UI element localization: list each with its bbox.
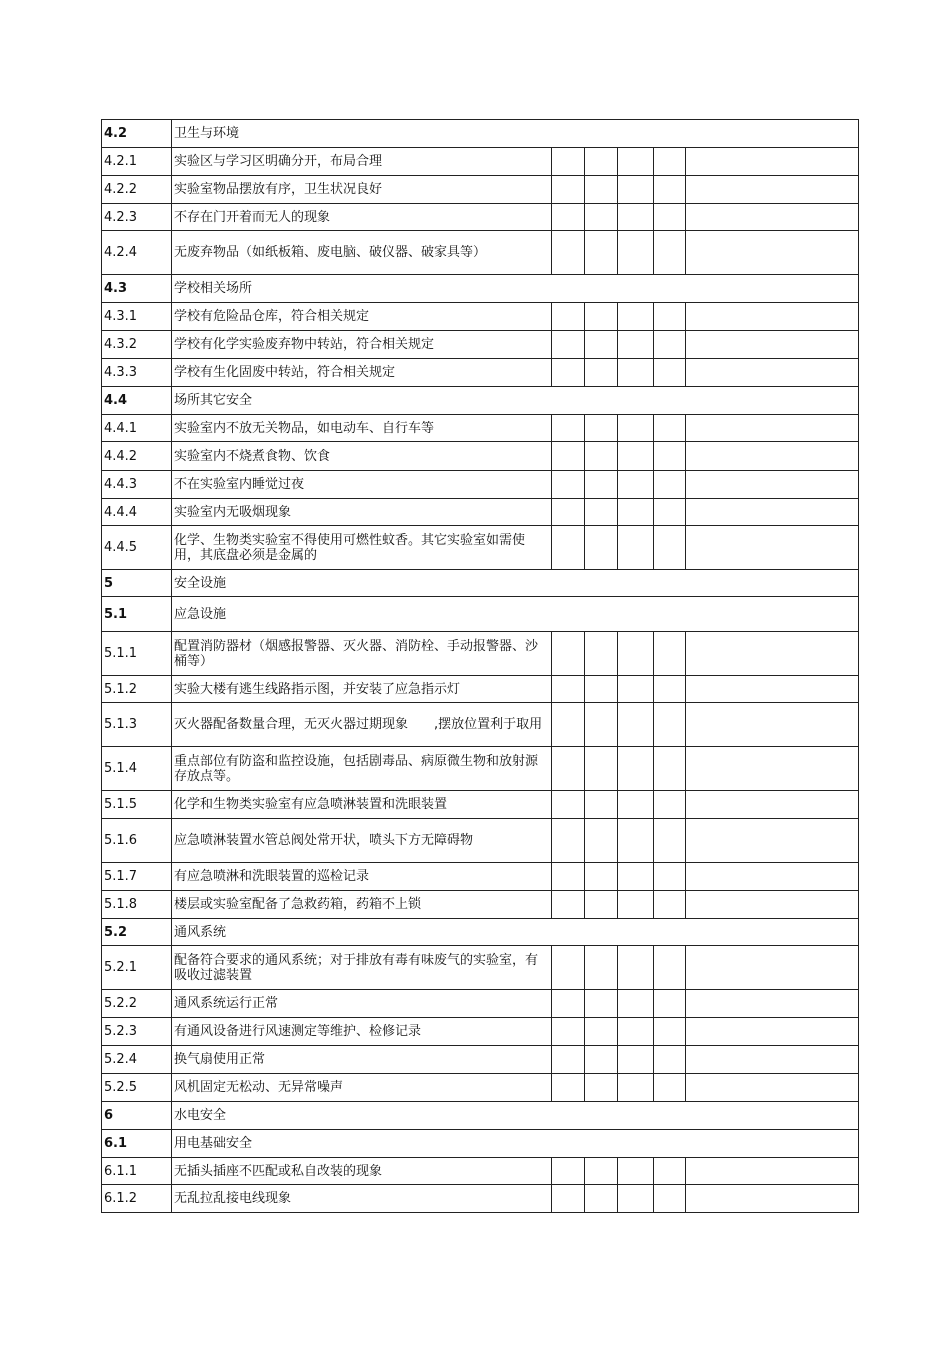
row-code: 5.2.3 [102, 1018, 172, 1046]
check-cell[interactable] [654, 331, 686, 359]
check-cell[interactable] [585, 1018, 618, 1046]
check-cell[interactable] [618, 1158, 654, 1185]
remarks-cell[interactable] [686, 791, 859, 819]
check-cell[interactable] [552, 442, 585, 471]
check-cell[interactable] [585, 526, 618, 570]
item-description: 通风系统运行正常 [172, 990, 552, 1018]
row-code: 5.1.5 [102, 791, 172, 819]
check-cell[interactable] [585, 499, 618, 526]
row-code: 4.3 [102, 275, 172, 303]
item-description: 学校有化学实验废弃物中转站，符合相关规定 [172, 331, 552, 359]
row-code: 5.1.2 [102, 676, 172, 703]
remarks-cell[interactable] [686, 231, 859, 275]
check-cell[interactable] [552, 415, 585, 442]
item-row [102, 632, 859, 676]
check-cell[interactable] [618, 891, 654, 919]
item-description: 风机固定无松动、无异常噪声 [172, 1074, 552, 1102]
check-cell[interactable] [618, 1018, 654, 1046]
item-row [102, 1046, 859, 1074]
check-cell[interactable] [585, 1185, 618, 1213]
item-row [102, 176, 859, 204]
check-cell[interactable] [552, 204, 585, 231]
row-code: 5.1.4 [102, 747, 172, 791]
check-cell[interactable] [552, 1074, 585, 1102]
row-code: 6.1.2 [102, 1185, 172, 1213]
section-row [102, 275, 859, 303]
row-code: 4.4.5 [102, 526, 172, 570]
remarks-cell[interactable] [686, 703, 859, 747]
row-code: 4.4.2 [102, 442, 172, 471]
check-cell[interactable] [552, 303, 585, 331]
check-cell[interactable] [618, 791, 654, 819]
inspection-checklist-table [101, 119, 859, 1213]
check-cell[interactable] [552, 148, 585, 176]
check-cell[interactable] [618, 415, 654, 442]
check-cell[interactable] [585, 1046, 618, 1074]
check-cell[interactable] [654, 1018, 686, 1046]
remarks-cell[interactable] [686, 176, 859, 204]
check-cell[interactable] [618, 331, 654, 359]
remarks-cell[interactable] [686, 863, 859, 891]
check-cell[interactable] [654, 1074, 686, 1102]
check-cell[interactable] [654, 676, 686, 703]
remarks-cell[interactable] [686, 442, 859, 471]
item-description: 换气扇使用正常 [172, 1046, 552, 1074]
check-cell[interactable] [618, 1074, 654, 1102]
check-cell[interactable] [585, 990, 618, 1018]
check-cell[interactable] [585, 891, 618, 919]
section-title: 安全设施 [172, 570, 859, 597]
item-row [102, 819, 859, 863]
item-row [102, 1074, 859, 1102]
check-cell[interactable] [618, 148, 654, 176]
checklist-body [102, 120, 859, 1213]
check-cell[interactable] [654, 415, 686, 442]
item-row [102, 471, 859, 499]
check-cell[interactable] [552, 946, 585, 990]
check-cell[interactable] [552, 863, 585, 891]
check-cell[interactable] [618, 1185, 654, 1213]
check-cell[interactable] [654, 176, 686, 204]
check-cell[interactable] [552, 747, 585, 791]
check-cell[interactable] [654, 946, 686, 990]
remarks-cell[interactable] [686, 990, 859, 1018]
remarks-cell[interactable] [686, 415, 859, 442]
row-code: 5.1.8 [102, 891, 172, 919]
check-cell[interactable] [618, 676, 654, 703]
remarks-cell[interactable] [686, 331, 859, 359]
check-cell[interactable] [654, 1046, 686, 1074]
check-cell[interactable] [585, 148, 618, 176]
check-cell[interactable] [654, 703, 686, 747]
remarks-cell[interactable] [686, 819, 859, 863]
item-description: 实验室物品摆放有序，卫生状况良好 [172, 176, 552, 204]
remarks-cell[interactable] [686, 891, 859, 919]
row-code: 5.2.2 [102, 990, 172, 1018]
check-cell[interactable] [585, 676, 618, 703]
row-code: 5.2.4 [102, 1046, 172, 1074]
check-cell[interactable] [585, 231, 618, 275]
row-code: 5.2.5 [102, 1074, 172, 1102]
check-cell[interactable] [618, 204, 654, 231]
item-description: 应急喷淋装置水管总阀处常开状，喷头下方无障碍物 [172, 819, 552, 863]
check-cell[interactable] [585, 1074, 618, 1102]
check-cell[interactable] [654, 359, 686, 387]
row-code: 4.2.1 [102, 148, 172, 176]
item-description: 无乱拉乱接电线现象 [172, 1185, 552, 1213]
section-title: 学校相关场所 [172, 275, 859, 303]
item-description: 有通风设备进行风速测定等维护、检修记录 [172, 1018, 552, 1046]
check-cell[interactable] [618, 632, 654, 676]
row-code: 4.4.3 [102, 471, 172, 499]
check-cell[interactable] [552, 819, 585, 863]
section-row [102, 1102, 859, 1130]
check-cell[interactable] [585, 632, 618, 676]
item-row [102, 148, 859, 176]
check-cell[interactable] [552, 1046, 585, 1074]
check-cell[interactable] [654, 442, 686, 471]
check-cell[interactable] [552, 891, 585, 919]
check-cell[interactable] [618, 303, 654, 331]
item-row [102, 791, 859, 819]
item-description: 灭火器配备数量合理，无灭火器过期现象 ,摆放位置利于取用 [172, 703, 552, 747]
row-code: 6 [102, 1102, 172, 1130]
row-code: 5.1.7 [102, 863, 172, 891]
item-row [102, 359, 859, 387]
item-row [102, 231, 859, 275]
row-code: 4.2.2 [102, 176, 172, 204]
item-row [102, 1018, 859, 1046]
check-cell[interactable] [552, 231, 585, 275]
row-code: 5.2 [102, 919, 172, 946]
remarks-cell[interactable] [686, 1018, 859, 1046]
row-code: 5.1.6 [102, 819, 172, 863]
check-cell[interactable] [552, 676, 585, 703]
check-cell[interactable] [654, 891, 686, 919]
check-cell[interactable] [552, 359, 585, 387]
check-cell[interactable] [618, 442, 654, 471]
check-cell[interactable] [552, 1018, 585, 1046]
remarks-cell[interactable] [686, 676, 859, 703]
check-cell[interactable] [654, 499, 686, 526]
row-code: 5.1 [102, 597, 172, 632]
remarks-cell[interactable] [686, 303, 859, 331]
item-description: 实验室内无吸烟现象 [172, 499, 552, 526]
row-code: 5.1.3 [102, 703, 172, 747]
check-cell[interactable] [585, 819, 618, 863]
item-description: 学校有危险品仓库，符合相关规定 [172, 303, 552, 331]
check-cell[interactable] [585, 442, 618, 471]
row-code: 4.2.4 [102, 231, 172, 275]
item-description: 化学、生物类实验室不得使用可燃性蚊香。其它实验室如需使用，其底盘必须是金属的 [172, 526, 552, 570]
check-cell[interactable] [585, 946, 618, 990]
check-cell[interactable] [618, 359, 654, 387]
check-cell[interactable] [585, 863, 618, 891]
check-cell[interactable] [552, 791, 585, 819]
check-cell[interactable] [654, 204, 686, 231]
check-cell[interactable] [585, 703, 618, 747]
check-cell[interactable] [585, 415, 618, 442]
item-row [102, 499, 859, 526]
check-cell[interactable] [552, 176, 585, 204]
check-cell[interactable] [654, 148, 686, 176]
remarks-cell[interactable] [686, 747, 859, 791]
item-description: 配备符合要求的通风系统；对于排放有毒有味废气的实验室，有吸收过滤装置 [172, 946, 552, 990]
check-cell[interactable] [654, 863, 686, 891]
item-description: 实验大楼有逃生线路指示图，并安装了应急指示灯 [172, 676, 552, 703]
row-code: 4.4 [102, 387, 172, 415]
item-row [102, 1185, 859, 1213]
remarks-cell[interactable] [686, 1046, 859, 1074]
row-code: 4.3.2 [102, 331, 172, 359]
section-title: 用电基础安全 [172, 1130, 859, 1158]
item-description: 实验室内不放无关物品，如电动车、自行车等 [172, 415, 552, 442]
section-row [102, 597, 859, 632]
check-cell[interactable] [654, 231, 686, 275]
remarks-cell[interactable] [686, 946, 859, 990]
check-cell[interactable] [585, 176, 618, 204]
check-cell[interactable] [654, 471, 686, 499]
check-cell[interactable] [618, 703, 654, 747]
item-description: 有应急喷淋和洗眼装置的巡检记录 [172, 863, 552, 891]
item-description: 实验区与学习区明确分开，布局合理 [172, 148, 552, 176]
remarks-cell[interactable] [686, 471, 859, 499]
check-cell[interactable] [654, 632, 686, 676]
section-row [102, 570, 859, 597]
item-description: 重点部位有防盗和监控设施，包括剧毒品、病原微生物和放射源存放点等。 [172, 747, 552, 791]
check-cell[interactable] [552, 703, 585, 747]
check-cell[interactable] [585, 1158, 618, 1185]
check-cell[interactable] [618, 231, 654, 275]
row-code: 4.4.4 [102, 499, 172, 526]
row-code: 5.1.1 [102, 632, 172, 676]
check-cell[interactable] [585, 331, 618, 359]
check-cell[interactable] [654, 1185, 686, 1213]
row-code: 4.2.3 [102, 204, 172, 231]
section-row [102, 919, 859, 946]
section-row [102, 387, 859, 415]
item-row [102, 1158, 859, 1185]
item-description: 化学和生物类实验室有应急喷淋装置和洗眼装置 [172, 791, 552, 819]
remarks-cell[interactable] [686, 1185, 859, 1213]
check-cell[interactable] [654, 791, 686, 819]
section-title: 场所其它安全 [172, 387, 859, 415]
check-cell[interactable] [654, 1158, 686, 1185]
check-cell[interactable] [618, 863, 654, 891]
check-cell[interactable] [552, 1185, 585, 1213]
item-row [102, 415, 859, 442]
row-code: 4.3.1 [102, 303, 172, 331]
check-cell[interactable] [552, 526, 585, 570]
remarks-cell[interactable] [686, 204, 859, 231]
item-row [102, 863, 859, 891]
remarks-cell[interactable] [686, 499, 859, 526]
check-cell[interactable] [552, 1158, 585, 1185]
check-cell[interactable] [654, 526, 686, 570]
check-cell[interactable] [618, 499, 654, 526]
remarks-cell[interactable] [686, 148, 859, 176]
check-cell[interactable] [654, 303, 686, 331]
section-title: 水电安全 [172, 1102, 859, 1130]
row-code: 4.4.1 [102, 415, 172, 442]
remarks-cell[interactable] [686, 1158, 859, 1185]
check-cell[interactable] [618, 471, 654, 499]
check-cell[interactable] [552, 632, 585, 676]
section-title: 应急设施 [172, 597, 859, 632]
row-code: 5 [102, 570, 172, 597]
check-cell[interactable] [585, 747, 618, 791]
section-row [102, 1130, 859, 1158]
section-title: 通风系统 [172, 919, 859, 946]
check-cell[interactable] [552, 499, 585, 526]
check-cell[interactable] [585, 204, 618, 231]
item-description: 无插头插座不匹配或私自改装的现象 [172, 1158, 552, 1185]
section-title: 卫生与环境 [172, 120, 859, 148]
item-row [102, 703, 859, 747]
remarks-cell[interactable] [686, 359, 859, 387]
check-cell[interactable] [618, 819, 654, 863]
remarks-cell[interactable] [686, 632, 859, 676]
section-row [102, 120, 859, 148]
check-cell[interactable] [585, 303, 618, 331]
item-row [102, 331, 859, 359]
check-cell[interactable] [585, 791, 618, 819]
item-description: 无废弃物品（如纸板箱、废电脑、破仪器、破家具等） [172, 231, 552, 275]
row-code: 4.2 [102, 120, 172, 148]
item-row [102, 442, 859, 471]
remarks-cell[interactable] [686, 526, 859, 570]
check-cell[interactable] [654, 990, 686, 1018]
item-description: 学校有生化固废中转站，符合相关规定 [172, 359, 552, 387]
item-row [102, 204, 859, 231]
item-row [102, 303, 859, 331]
item-row [102, 676, 859, 703]
row-code: 6.1 [102, 1130, 172, 1158]
item-description: 楼层或实验室配备了急救药箱，药箱不上锁 [172, 891, 552, 919]
check-cell[interactable] [618, 747, 654, 791]
remarks-cell[interactable] [686, 1074, 859, 1102]
check-cell[interactable] [618, 526, 654, 570]
check-cell[interactable] [585, 471, 618, 499]
check-cell[interactable] [618, 1046, 654, 1074]
check-cell[interactable] [585, 359, 618, 387]
item-row [102, 990, 859, 1018]
item-description: 配置消防器材（烟感报警器、灭火器、消防栓、手动报警器、沙桶等） [172, 632, 552, 676]
check-cell[interactable] [618, 946, 654, 990]
check-cell[interactable] [654, 819, 686, 863]
row-code: 4.3.3 [102, 359, 172, 387]
check-cell[interactable] [552, 331, 585, 359]
item-row [102, 747, 859, 791]
row-code: 5.2.1 [102, 946, 172, 990]
row-code: 6.1.1 [102, 1158, 172, 1185]
item-row [102, 526, 859, 570]
check-cell[interactable] [552, 990, 585, 1018]
item-description: 不存在门开着而无人的现象 [172, 204, 552, 231]
check-cell[interactable] [618, 176, 654, 204]
check-cell[interactable] [654, 747, 686, 791]
item-description: 实验室内不烧煮食物、饮食 [172, 442, 552, 471]
item-row [102, 891, 859, 919]
item-description: 不在实验室内睡觉过夜 [172, 471, 552, 499]
item-row [102, 946, 859, 990]
check-cell[interactable] [552, 471, 585, 499]
check-cell[interactable] [618, 990, 654, 1018]
